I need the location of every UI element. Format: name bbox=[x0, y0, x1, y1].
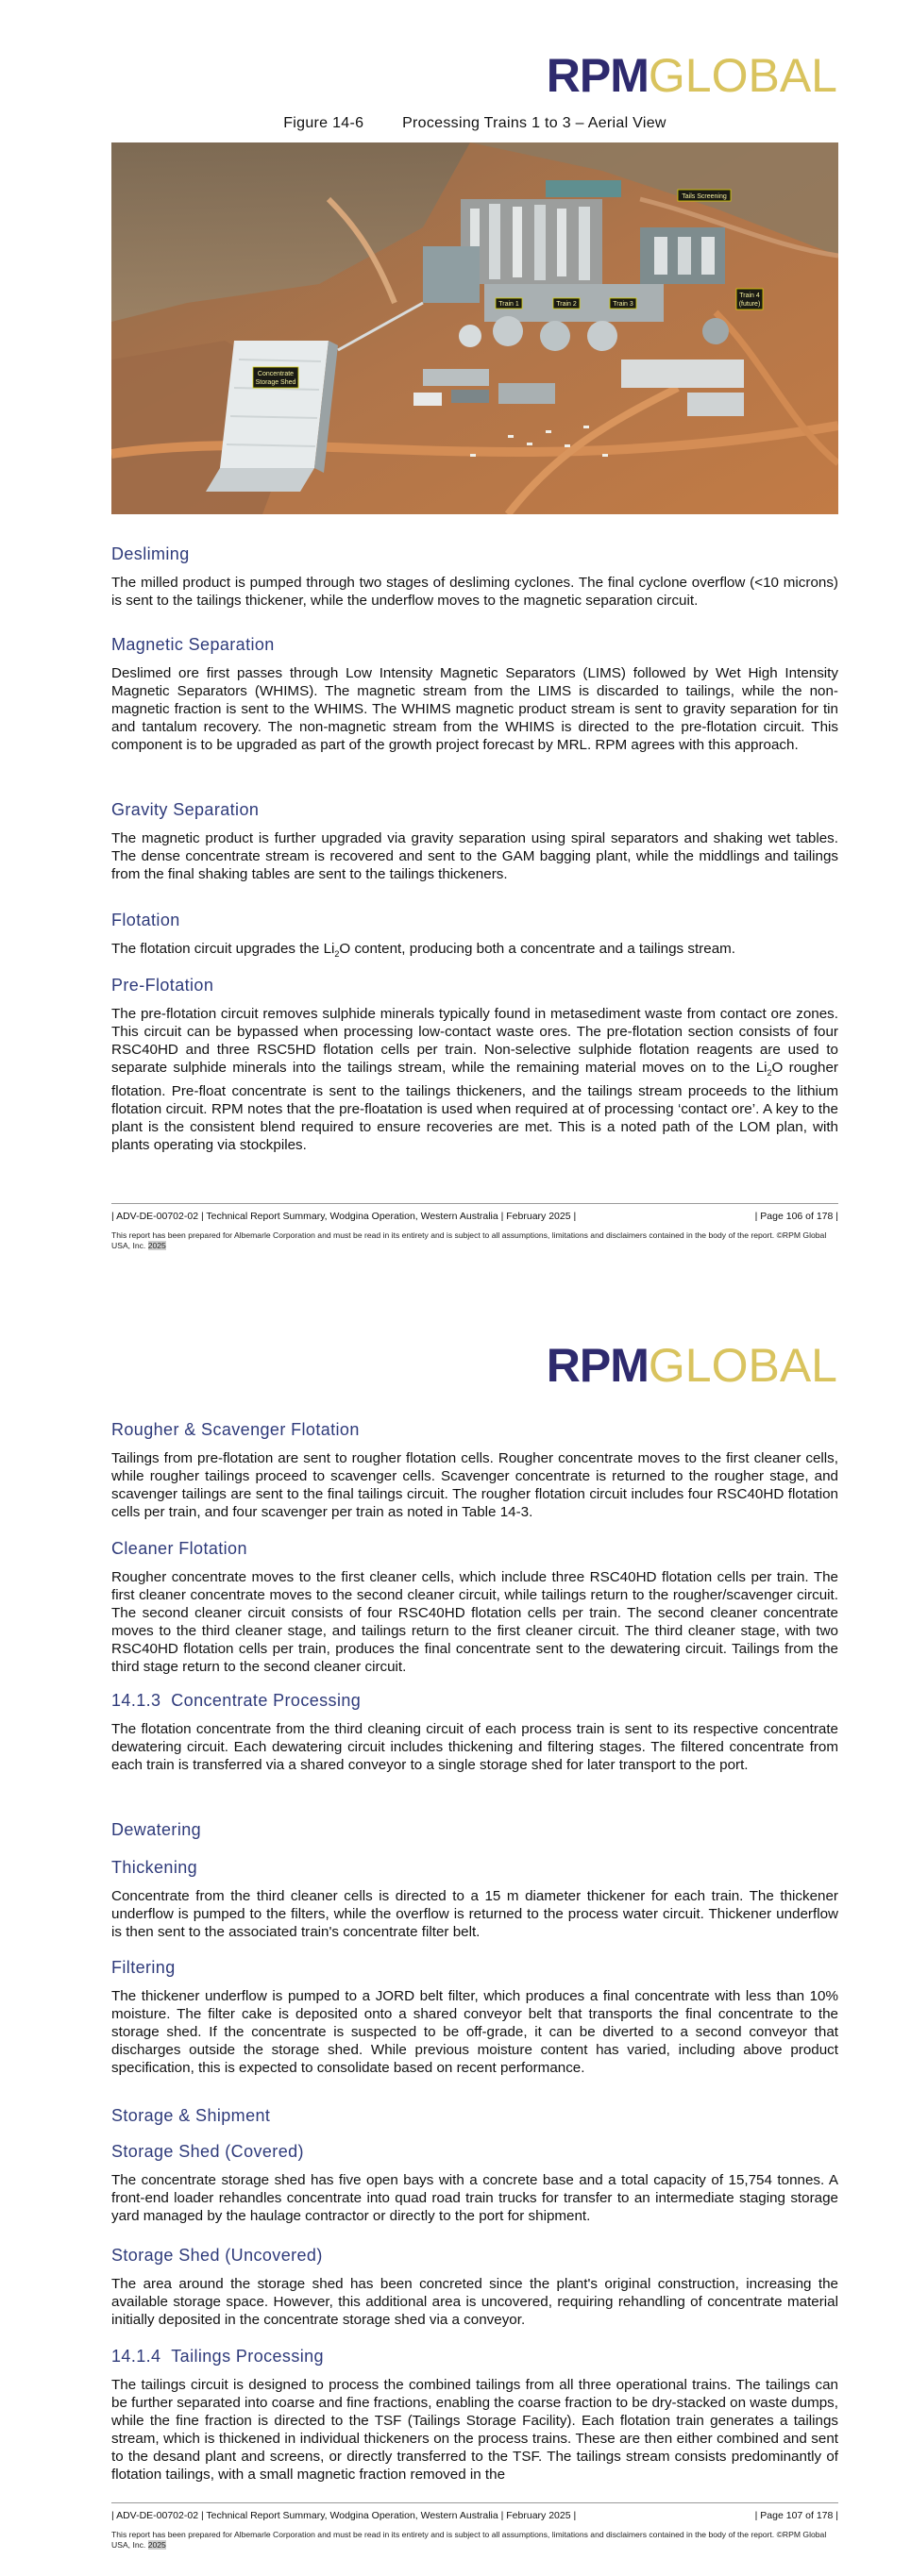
section-storage-shed-uncovered bbox=[111, 2246, 838, 2329]
para-filtering: The thickener underflow is pumped to a JORD belt filter, which produces a final concentrate with less than 10% moisture. The filter cake is deposited onto a shared conveyor belt that transports the final concentrate to the storage shed. If the concentrate is suspected to be off-grade, it can be diverted to a second conveyor that discharges outside the storage shed. While previous moisture content has varied, including above product specification, this is expected to consolidate based on recent performance. bbox=[111, 1988, 838, 2076]
section-dewatering bbox=[111, 1820, 838, 1849]
callout-train-1 bbox=[496, 298, 522, 309]
para-desliming: The milled product is pumped through two stages of desliming cyclones. The final cyclone overflow (<10 microns) is sent to the tailings thickener, while the underflow moves to the magnetic separation circuit. bbox=[111, 575, 838, 609]
rpm-global-logo: RPMGLOBAL bbox=[546, 49, 837, 102]
section-storage-shipment bbox=[111, 2106, 838, 2135]
footer-doc-info: | ADV-DE-00702-02 | Technical Report Summary, Wodgina Operation, Western Australia | February 2025 | bbox=[111, 1211, 577, 1222]
para-tailings-processing: The tailings circuit is designed to process the combined tailings from all three operational trains. The tailings can be further separated into coarse and fine fractions, enabling the coarse fraction to be dry-stacked on waste dumps, while the fine fraction is directed to the TSF (Tailings Storage Facility). Each flotation train generates a tailings stream, which is thickened in individual thickeners on the process trains. These are then either combined and sent to the desand plant and screens, or directly transferred to the TSF. The tailings stream consists predominantly of flotation tailings, with a small magnetic fraction removed in the bbox=[111, 2377, 838, 2483]
svg-text:Tails Screening: Tails Screening bbox=[682, 193, 727, 200]
page-footer bbox=[111, 1203, 838, 1251]
heading-cleaner-flotation: Cleaner Flotation bbox=[111, 1539, 247, 1558]
para-storage-shed-uncovered: The area around the storage shed has been concreted since the plant's original construction, increasing the available storage space. However, this additional area is uncovered, requiring rehandling of concentrate material initially deposited in the concentrate storage shed via a conveyor. bbox=[111, 2276, 838, 2328]
section-desliming bbox=[111, 544, 838, 610]
para-rougher-scavenger: Tailings from pre-flotation are sent to rougher flotation cells. Rougher concentrate moves to the first cleaner cells, while rougher tailings proceed to scavenger cells. Scavenger concentrate is returned to the rougher stage, and scavenger tailings are sent to the final tailings circuit. The rougher flotation circuit includes four RSC40HD flotation cells per train, and four scavenger per train as noted in Table 14-3. bbox=[111, 1450, 838, 1520]
para-cleaner-flotation: Rougher concentrate moves to the first cleaner cells, which include three RSC40HD flotation cells per train. The first cleaner concentrate moves to the second cleaner circuit, while tailings return to the rougher/scavenger circuit. The second cleaner circuit consists of four RSC40HD flotation cells per train. The second cleaner concentrate moves to the third cleaner stage, and tailings return to the first cleaner circuit. The third cleaner stage, with two RSC40HD flotation cells per train, produces the final concentrate sent to the dewatering circuit. Tailings from the third stage return to the second cleaner circuit. bbox=[111, 1569, 838, 1675]
svg-text:(future): (future) bbox=[738, 301, 761, 308]
heading-desliming: Desliming bbox=[111, 544, 190, 563]
svg-text:Concentrate: Concentrate bbox=[257, 371, 295, 377]
page-footer bbox=[111, 2502, 838, 2551]
footer-page-number: | Page 106 of 178 | bbox=[754, 1211, 838, 1222]
section-pre-flotation bbox=[111, 976, 838, 1154]
svg-text:Train 1: Train 1 bbox=[498, 301, 519, 308]
section-rougher-scavenger bbox=[111, 1420, 838, 1521]
callout-tails-screening bbox=[678, 190, 731, 201]
section-gravity-separation bbox=[111, 800, 838, 883]
footer-disclaimer: This report has been prepared for Albemarle Corporation and must be read in its entirety and is subject to all assumptions, limitations and disclaimers contained in the body of the report. ©RPM Global USA, Inc. 2025 bbox=[111, 2530, 827, 2550]
callout-train-3 bbox=[610, 298, 636, 309]
heading-thickening: Thickening bbox=[111, 1858, 198, 1877]
para-magnetic-separation: Deslimed ore first passes through Low Intensity Magnetic Separators (LIMS) followed by Wet High Intensity Magnetic Separators (WHIMS). The magnetic stream from the LIMS is discarded to tailings, while the non-magnetic fraction is sent to the WHIMS. The WHIMS magnetic product stream is sent to gravity separation for tin and tantalum recovery. The non-magnetic stream from the WHIMS is directed to the pre-flotation circuit. This component is to be upgraded as part of the growth project forecast by MRL. RPM agrees with this approach. bbox=[111, 665, 838, 753]
callout-concentrate-storage-shed bbox=[253, 367, 298, 388]
svg-text:Train 4: Train 4 bbox=[739, 293, 760, 299]
svg-text:Train 2: Train 2 bbox=[556, 301, 577, 308]
figure-title: Processing Trains 1 to 3 – Aerial View bbox=[402, 115, 666, 131]
para-concentrate-processing: The flotation concentrate from the third cleaning circuit of each process train is sent to its respective concentrate dewatering circuit. Each dewatering circuit includes thickening and filtering stages. The filtered concentrate from each train is transferred via a shared conveyor to a single storage shed for later transport to the port. bbox=[111, 1721, 838, 1773]
footer-rule bbox=[111, 1203, 838, 1204]
aerial-view-photo bbox=[111, 142, 838, 514]
section-cleaner-flotation bbox=[111, 1539, 838, 1676]
figure-caption bbox=[111, 115, 838, 132]
heading-filtering: Filtering bbox=[111, 1958, 176, 1977]
heading-flotation: Flotation bbox=[111, 911, 180, 929]
section-tailings-processing bbox=[111, 2347, 838, 2484]
svg-text:Storage Shed: Storage Shed bbox=[255, 379, 296, 386]
section-thickening bbox=[111, 1858, 838, 1941]
para-flotation: The flotation circuit upgrades the $Li_2O$ content, producing both a concentrate and a tailings stream. bbox=[111, 941, 736, 960]
callout-train-2 bbox=[553, 298, 580, 309]
footer-rule bbox=[111, 2502, 838, 2503]
rpm-global-logo: RPMGLOBAL bbox=[546, 1339, 837, 1392]
para-gravity-separation: The magnetic product is further upgraded via gravity separation using spiral separators and shaking wet tables. The dense concentrate stream is recovered and sent to the GAM bagging plant, while the middlings and tailings from the final shaking tables are sent to the tailings thickeners. bbox=[111, 830, 838, 882]
footer-disclaimer: This report has been prepared for Albemarle Corporation and must be read in its entirety and is subject to all assumptions, limitations and disclaimers contained in the body of the report. ©RPM Global USA, Inc. 2025 bbox=[111, 1230, 827, 1250]
figure-number: Figure 14-6 bbox=[283, 115, 364, 131]
para-storage-shed-covered: The concentrate storage shed has five open bays with a concrete base and a total capacity of 15,754 tonnes. A front-end loader rehandles concentrate into quad road train trucks for transfer to an intermediate staging storage yard managed by the haulage contractor or directly to the port for shipment. bbox=[111, 2172, 838, 2224]
heading-magnetic-separation: Magnetic Separation bbox=[111, 635, 275, 654]
heading-tailings-processing: 14.1.4 Tailings Processing bbox=[111, 2347, 324, 2366]
section-flotation bbox=[111, 911, 838, 963]
svg-text:Train 3: Train 3 bbox=[613, 301, 633, 308]
para-thickening: Concentrate from the third cleaner cells is directed to a 15 m diameter thickener for each train. The thickener underflow is pumped to the filters, while the overflow is returned to the process water circuit. Thickener underflow is then sent to the associated train's concentrate filter belt. bbox=[111, 1888, 838, 1940]
heading-pre-flotation: Pre-Flotation bbox=[111, 976, 214, 995]
heading-gravity-separation: Gravity Separation bbox=[111, 800, 260, 819]
heading-storage-shipment: Storage & Shipment bbox=[111, 2106, 271, 2125]
callout-train-4-future bbox=[736, 289, 763, 309]
section-magnetic-separation bbox=[111, 635, 838, 754]
para-pre-flotation: The pre-flotation circuit removes sulphide minerals typically found in metasediment waste from contact ore zones. This circuit can be bypassed when processing low-contact waste ores. The pre-flotation section consists of four RSC40HD and three RSC5HD flotation cells per train. Non-selective sulphide flotation reagents are used to separate sulphide minerals into the tailings stream, while the remaining material moves on to the $Li_2O$ rougher flotation. Pre-float concentrate is sent to the tailings thickeners, and the tailings stream proceeds to the lithium flotation circuit. RPM notes that the pre-floatation is used when required at of processing ‘contact ore’. A key to the plant is the consistent blend required to ensure recoveries are met. This is a noted path of the LOM plan, with plants operating via stockpiles. bbox=[111, 1006, 838, 1154]
footer-doc-info: | ADV-DE-00702-02 | Technical Report Summary, Wodgina Operation, Western Australia | February 2025 | bbox=[111, 2510, 577, 2521]
section-concentrate-processing bbox=[111, 1691, 838, 1774]
heading-rougher-scavenger: Rougher & Scavenger Flotation bbox=[111, 1420, 360, 1439]
heading-storage-shed-uncovered: Storage Shed (Uncovered) bbox=[111, 2246, 323, 2265]
heading-storage-shed-covered: Storage Shed (Covered) bbox=[111, 2142, 304, 2161]
heading-dewatering: Dewatering bbox=[111, 1820, 202, 1839]
heading-concentrate-processing: 14.1.3 Concentrate Processing bbox=[111, 1691, 362, 1710]
footer-page-number: | Page 107 of 178 | bbox=[754, 2510, 838, 2521]
section-filtering bbox=[111, 1958, 838, 2077]
section-storage-shed-covered bbox=[111, 2142, 838, 2225]
page-107 bbox=[0, 1288, 911, 2576]
